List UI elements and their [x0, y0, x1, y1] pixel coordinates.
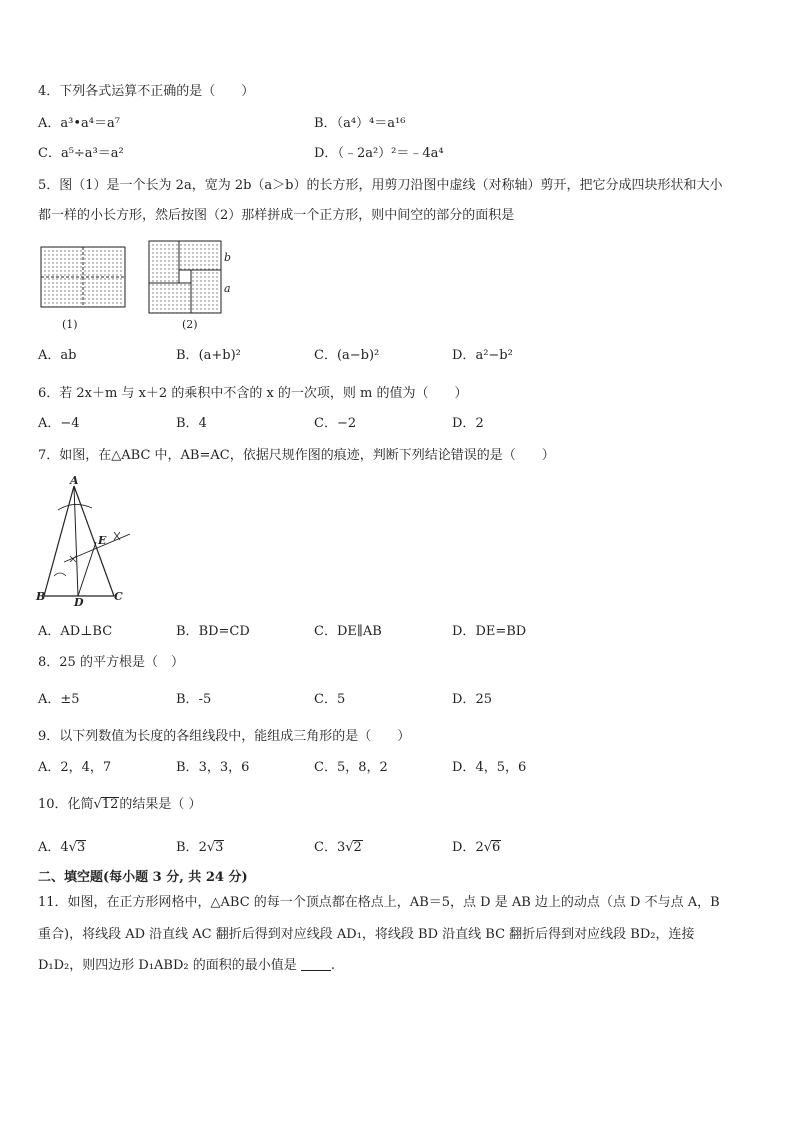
- option-label: B．: [176, 692, 199, 707]
- option-label: A．: [38, 116, 61, 131]
- q11-line2: 重合)，将线段 AD 沿直线 AC 翻折后得到对应线段 AD₁，将线段 BD 沿直线 BC 翻折后得到对应线段 BD₂，连接: [38, 927, 695, 942]
- q9-stem: 9．以下列数值为长度的各组线段中，能组成三角形的是（ ）: [38, 729, 411, 744]
- option-label: B．: [176, 760, 199, 775]
- q10-option-b[interactable]: [176, 840, 224, 856]
- option-text: DE=BD: [475, 624, 527, 639]
- option-text: ±5: [60, 692, 80, 707]
- q10-option-c[interactable]: [314, 840, 363, 856]
- option-label: C．: [314, 692, 337, 707]
- q4-stem: 4．下列各式运算不正确的是（ ）: [38, 84, 255, 99]
- option-label: A．: [38, 840, 61, 855]
- q8-option-c[interactable]: [314, 692, 345, 708]
- q5-stem-line2: 都一样的小长方形，然后按图（2）那样拼成一个正方形，则中间空的部分的面积是: [38, 208, 515, 223]
- option-label: B．: [176, 624, 199, 639]
- q7-label-b: B: [36, 590, 46, 603]
- option-label: A．: [38, 760, 61, 775]
- option-coef: 4: [60, 840, 69, 855]
- q11-line3: [38, 958, 335, 974]
- q9-option-b[interactable]: [176, 760, 249, 776]
- q10-stem-prefix: 10．化简: [38, 797, 94, 812]
- q7-label-e: E: [98, 534, 107, 547]
- option-text: a⁵÷a³＝a²: [60, 146, 124, 161]
- section-title: 二、填空题(每小题 3 分, 共 24 分): [38, 870, 248, 885]
- q9-option-c[interactable]: [314, 760, 388, 776]
- option-text: 5: [336, 692, 346, 707]
- q11-line3-end: .: [330, 958, 336, 973]
- q7-label-a: A: [70, 474, 79, 487]
- q6-option-d[interactable]: [452, 416, 484, 432]
- option-label: D．: [452, 624, 476, 639]
- q6-option-b[interactable]: [176, 416, 207, 432]
- option-text: AD⊥BC: [60, 624, 113, 639]
- option-label: D．: [452, 348, 476, 363]
- option-label: C．: [314, 760, 337, 775]
- option-label: B．: [176, 416, 199, 431]
- option-text: DE∥AB: [336, 624, 382, 639]
- q7-stem: 7．如图，在△ABC 中，AB=AC，依据尺规作图的痕迹，判断下列结论错误的是（ ）: [38, 448, 555, 463]
- q5-option-d[interactable]: [452, 348, 513, 364]
- q6-stem: 6．若 2x＋m 与 x＋2 的乘积中不含的 x 的一次项，则 m 的值为（ ）: [38, 386, 468, 401]
- q5-stem-line1: 5．图（1）是一个长为 2a，宽为 2b（a＞b）的长方形，用剪刀沿图中虚线（对称轴）剪开，把它分成四块形状和大小: [38, 178, 723, 193]
- option-label: C．: [314, 840, 337, 855]
- q4-option-b[interactable]: [314, 116, 405, 132]
- q10-option-a[interactable]: [38, 840, 86, 856]
- option-text: a²−b²: [475, 348, 513, 363]
- option-label: A．: [38, 692, 61, 707]
- option-text: ab: [60, 348, 77, 363]
- answer-blank[interactable]: [301, 958, 331, 971]
- option-label: D．: [452, 760, 476, 775]
- q5-figure-2: [148, 240, 226, 316]
- radical-sign-icon: √: [483, 840, 493, 855]
- option-label: B．: [314, 116, 337, 131]
- option-text: （﹣2a²）²＝﹣4a⁴: [337, 146, 444, 161]
- q8-stem: 8．25 的平方根是（ ）: [38, 655, 184, 670]
- radical-sign-icon: √: [345, 840, 354, 855]
- option-label: C．: [314, 348, 337, 363]
- option-radicand: 3: [215, 840, 224, 855]
- option-label: A．: [38, 348, 61, 363]
- q7-option-a[interactable]: [38, 624, 112, 640]
- q5-option-a[interactable]: [38, 348, 76, 364]
- option-coef: 3: [336, 840, 346, 855]
- q7-label-c: C: [114, 590, 123, 603]
- radical-sign-icon: √: [93, 797, 102, 812]
- q10-option-d[interactable]: [452, 840, 501, 856]
- q6-option-c[interactable]: [314, 416, 356, 432]
- option-text: 3，3，6: [198, 760, 250, 775]
- option-coef: 2: [198, 840, 207, 855]
- option-label: A．: [38, 416, 61, 431]
- option-label: D．: [452, 416, 476, 431]
- option-label: C．: [314, 416, 337, 431]
- q11-line3-text: D₁D₂，则四边形 D₁ABD₂ 的面积的最小值是: [38, 958, 297, 973]
- option-label: B．: [176, 840, 199, 855]
- option-label: C．: [38, 146, 61, 161]
- option-text: 2，4，7: [60, 760, 112, 775]
- q4-option-d[interactable]: [314, 146, 444, 162]
- q4-option-a[interactable]: [38, 116, 120, 132]
- option-text: a³•a⁴＝a⁷: [60, 116, 120, 131]
- q5-figure-2-label-b: b: [224, 251, 232, 264]
- q5-option-b[interactable]: [176, 348, 241, 364]
- q9-option-a[interactable]: [38, 760, 111, 776]
- option-text: -5: [198, 692, 212, 707]
- q8-option-b[interactable]: [176, 692, 211, 708]
- option-radicand: 3: [76, 840, 86, 855]
- q7-option-d[interactable]: [452, 624, 526, 640]
- option-label: C．: [314, 624, 337, 639]
- q5-option-c[interactable]: [314, 348, 379, 364]
- q8-option-a[interactable]: [38, 692, 80, 708]
- q10-stem-radicand: 12: [101, 797, 119, 812]
- option-text: −4: [60, 416, 80, 431]
- option-text: −2: [336, 416, 357, 431]
- option-text: 4，5，6: [475, 760, 527, 775]
- option-text: BD=CD: [198, 624, 250, 639]
- option-text: 4: [198, 416, 207, 431]
- q5-figure-2-label-a: a: [224, 282, 231, 295]
- q10-stem: [38, 797, 202, 813]
- option-radicand: 2: [353, 840, 362, 855]
- option-text: (a+b)²: [198, 348, 241, 363]
- q10-stem-suffix: 的结果是（ ）: [119, 797, 202, 812]
- radical-sign-icon: √: [206, 840, 216, 855]
- radical-sign-icon: √: [68, 840, 77, 855]
- q5-figure-1: [40, 246, 126, 308]
- q7-option-b[interactable]: [176, 624, 250, 640]
- option-label: A．: [38, 624, 61, 639]
- q6-option-a[interactable]: [38, 416, 80, 432]
- option-label: D．: [452, 840, 476, 855]
- option-coef: 2: [475, 840, 484, 855]
- option-radicand: 6: [492, 840, 501, 855]
- q5-figure-1-caption: (1): [62, 318, 78, 331]
- q8-option-d[interactable]: [452, 692, 492, 708]
- option-text: （a⁴）⁴＝a¹⁶: [336, 116, 406, 131]
- option-text: (a−b)²: [336, 348, 380, 363]
- q11-line1: 11．如图，在正方形网格中，△ABC 的每一个顶点都在格点上，AB＝5，点 D 是 AB 边上的动点（点 D 不与点 A，B: [38, 895, 720, 910]
- q7-label-d: D: [74, 596, 84, 609]
- q7-option-c[interactable]: [314, 624, 382, 640]
- option-text: 25: [475, 692, 492, 707]
- q9-option-d[interactable]: [452, 760, 526, 776]
- option-label: D．: [314, 146, 338, 161]
- q4-option-c[interactable]: [38, 146, 124, 162]
- q5-figure-2-caption: (2): [182, 318, 198, 331]
- option-label: B．: [176, 348, 199, 363]
- option-text: 5，8，2: [336, 760, 388, 775]
- option-text: 2: [475, 416, 484, 431]
- option-label: D．: [452, 692, 476, 707]
